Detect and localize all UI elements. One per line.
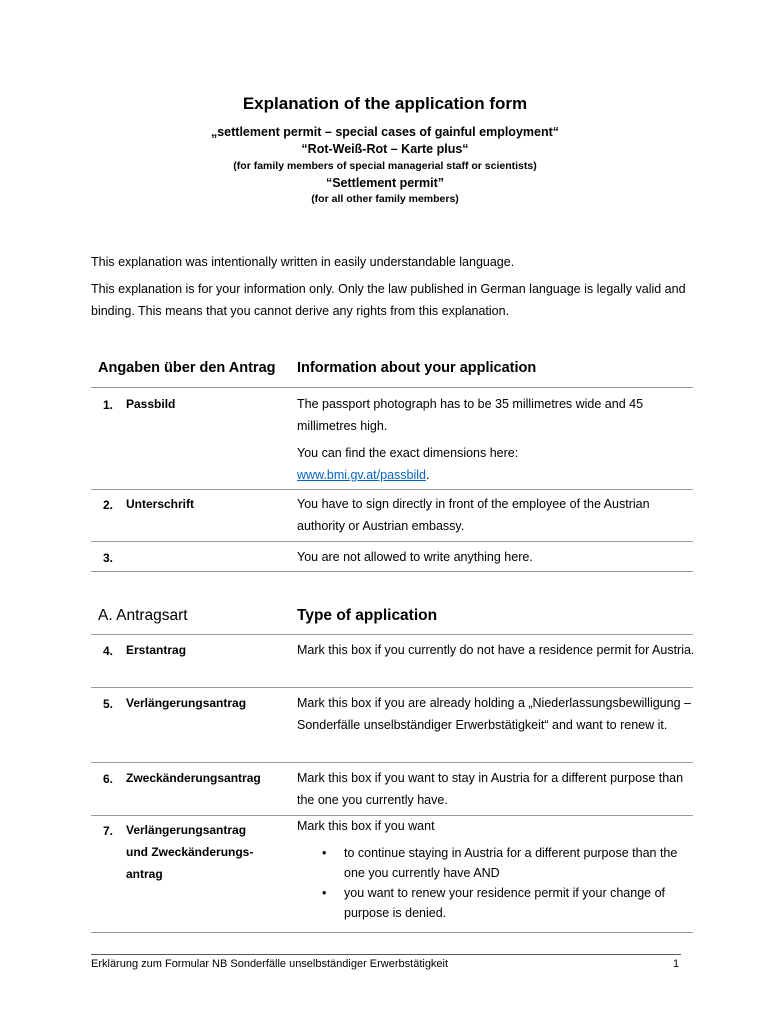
row-description — [297, 393, 697, 486]
table-divider — [91, 932, 693, 933]
table-divider — [91, 387, 693, 388]
bullet-list — [297, 843, 697, 923]
row-description — [297, 815, 697, 923]
table-divider — [91, 541, 693, 542]
row-description: Mark this box if you want to stay in Austria for a different purpose than the one you currently have. — [297, 771, 684, 807]
intro-paragraph-2: This explanation is for your information only. Only the law published in German language is legally valid and binding. This means that you cannot derive any rights from this explanation. — [91, 282, 686, 318]
bullet-item: • to continue staying in Austria for a different purpose than the one you currently have AND — [297, 843, 697, 883]
row-description-intro: Mark this box if you want — [297, 819, 435, 833]
subtitle-line-4: “Settlement permit” — [325, 176, 445, 190]
section-heading-german: Angaben über den Antrag — [98, 360, 276, 376]
page-number: 1 — [673, 958, 680, 970]
row-number: 3. — [103, 551, 114, 565]
row-number: 4. — [103, 644, 114, 658]
passport-link-text — [297, 442, 697, 486]
row-label-line-1: Verlängerungsantrag — [126, 823, 247, 837]
row-label: Unterschrift — [126, 497, 195, 511]
passport-link-suffix: . — [426, 468, 430, 482]
row-description: Mark this box if you are already holding a „Niederlassungsbewilligung – Sonderfälle unselbständiger Erwerbstätigkeit“ and want to renew it. — [297, 696, 691, 732]
table-divider — [91, 634, 693, 635]
row-description: You are not allowed to write anything here. — [297, 550, 533, 564]
passport-link-prefix: You can find the exact dimensions here: — [297, 446, 519, 460]
bullet-item: • you want to renew your residence permit if your change of purpose is denied. — [297, 883, 697, 923]
row-number: 5. — [103, 697, 114, 711]
table-divider — [91, 762, 693, 763]
subtitle-line-5: (for all other family members) — [311, 193, 459, 205]
row-number: 6. — [103, 772, 114, 786]
row-label-line-2: und Zweckänderungs- — [126, 845, 254, 859]
table-divider — [91, 489, 693, 490]
section-letter: A. — [98, 607, 113, 624]
subtitle-line-1: „settlement permit – special cases of gainful employment“ — [210, 125, 560, 139]
row-label-line-3: antrag — [126, 867, 163, 881]
section-heading-german — [98, 607, 188, 625]
row-label: Erstantrag — [126, 643, 187, 657]
intro-paragraph-1: This explanation was intentionally written in easily understandable language. — [91, 255, 515, 269]
passport-size-text: The passport photograph has to be 35 millimetres wide and 45 millimetres high. — [297, 397, 644, 433]
passbild-link[interactable]: www.bmi.gv.at/passbild — [297, 468, 426, 482]
document-title: Explanation of the application form — [242, 94, 528, 113]
row-label: Verlängerungsantrag — [126, 696, 247, 710]
subtitle-line-3: (for family members of special managerial staff or scientists) — [233, 160, 537, 172]
section-heading-english: Type of application — [297, 607, 438, 624]
row-label: Zweckänderungsantrag — [126, 771, 261, 785]
row-label: Passbild — [126, 397, 176, 411]
row-number: 7. — [103, 824, 114, 838]
row-description: You have to sign directly in front of the employee of the Austrian authority or Austrian embassy. — [297, 497, 650, 533]
section-heading-german-text: Antragsart — [116, 607, 188, 624]
row-number: 1. — [103, 398, 114, 412]
section-heading-english: Information about your application — [297, 360, 537, 376]
subtitle-line-2: “Rot-Weiß-Rot – Karte plus“ — [301, 142, 469, 156]
row-label — [126, 819, 253, 885]
table-divider — [91, 687, 693, 688]
row-number: 2. — [103, 498, 114, 512]
footer-divider — [91, 954, 681, 955]
row-description: Mark this box if you currently do not have a residence permit for Austria. — [297, 643, 695, 657]
table-divider — [91, 571, 693, 572]
footer-text: Erklärung zum Formular NB Sonderfälle unselbständiger Erwerbstätigkeit — [91, 958, 449, 970]
